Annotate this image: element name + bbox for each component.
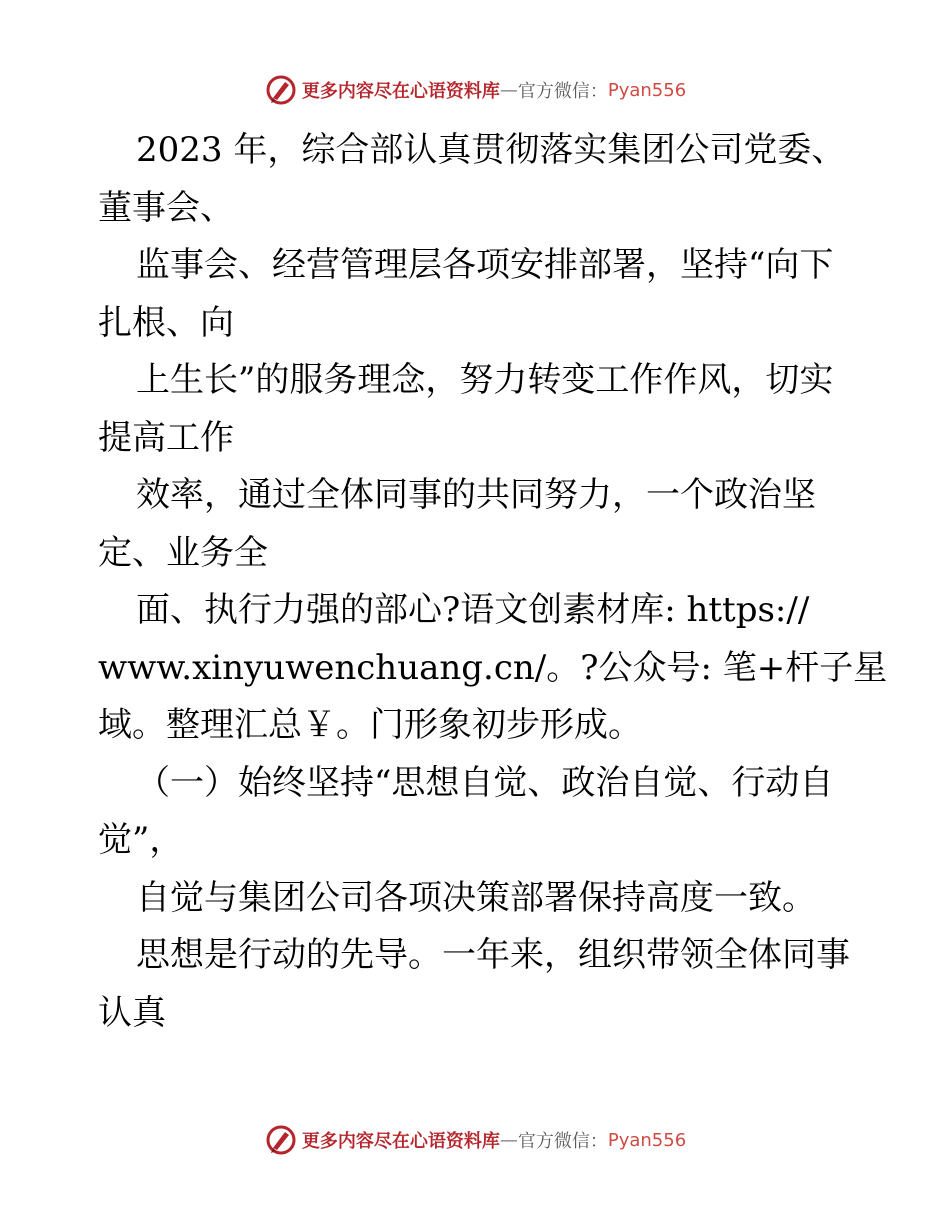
body-line: 域。整理汇总￥。门形象初步形成。 xyxy=(98,705,642,745)
body-line: 定、业务全 xyxy=(98,532,268,573)
pen-logo-icon xyxy=(264,1123,298,1157)
footer-wechat-id: Pyan556 xyxy=(607,1129,687,1151)
body-line: 觉”， xyxy=(98,820,184,860)
body-line: 面、执行力强的部心?语文创素材库: https:// xyxy=(136,590,810,630)
body-line: 2023 年，综合部认真贯彻落实集团公司党委、 xyxy=(136,130,846,170)
body-line: 提高工作 xyxy=(98,417,234,458)
pen-logo-icon xyxy=(264,73,298,107)
footer-wechat-label: 官方微信： xyxy=(517,1131,608,1152)
body-line: 认真 xyxy=(98,992,166,1033)
footer-watermark-banner xyxy=(0,1120,950,1160)
header-brand-text: 更多内容尽在心语资料库 xyxy=(301,81,500,102)
body-line: www.xinyuwenchuang.cn/。?公众号: 笔+杆子星 xyxy=(98,647,888,688)
header-watermark-banner xyxy=(0,70,950,110)
header-separator: — xyxy=(499,79,518,101)
body-line: 监事会、经营管理层各项安排部署，坚持“向下 xyxy=(136,245,834,285)
body-line: 董事会、 xyxy=(98,187,234,228)
body-line: 效率，通过全体同事的共同努力，一个政治坚 xyxy=(136,475,816,515)
body-line: 自觉与集团公司各项决策部署保持高度一致。 xyxy=(136,877,816,918)
footer-separator: — xyxy=(499,1129,518,1151)
footer-brand-text: 更多内容尽在心语资料库 xyxy=(301,1131,500,1152)
body-line: 扎根、向 xyxy=(98,302,234,343)
document-body xyxy=(98,122,888,1042)
body-line: 上生长”的服务理念，努力转变工作作风，切实 xyxy=(136,360,834,400)
body-line: 思想是行动的先导。一年来，组织带领全体同事 xyxy=(136,935,850,975)
body-line: （一）始终坚持“思想自觉、政治自觉、行动自 xyxy=(136,762,834,803)
header-wechat-id: Pyan556 xyxy=(607,79,687,101)
header-wechat-label: 官方微信： xyxy=(517,81,608,102)
